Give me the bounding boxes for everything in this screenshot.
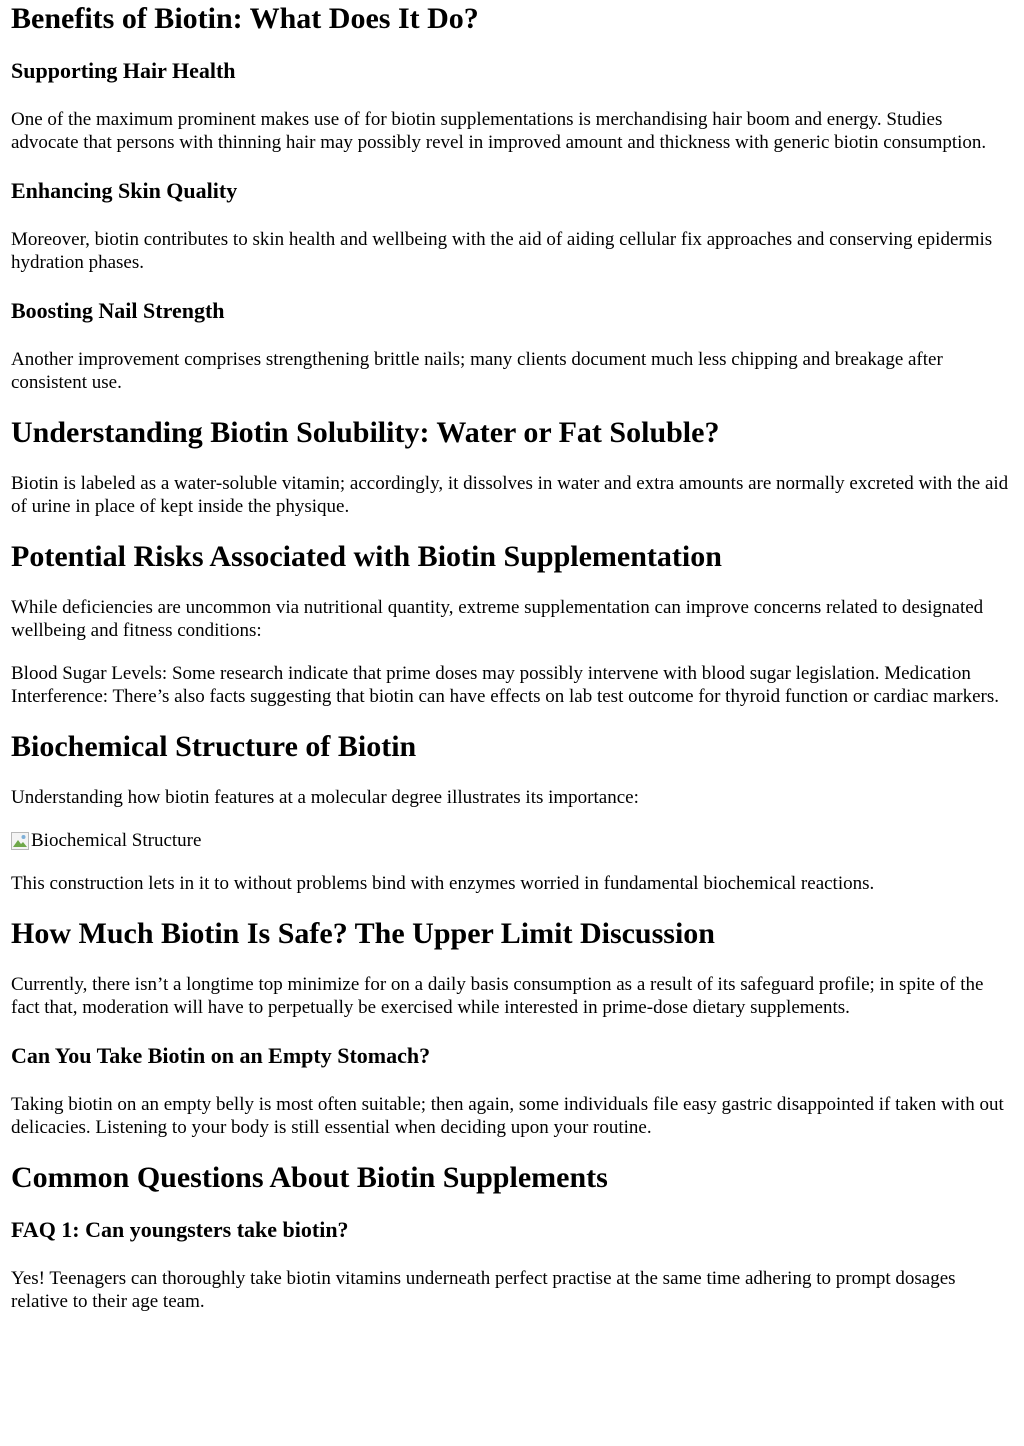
broken-image-icon — [11, 832, 29, 850]
hair-health-heading: Supporting Hair Health — [11, 58, 236, 83]
structure-intro-paragraph: Understanding how biotin features at a molecular degree illustrates its importance: — [11, 787, 639, 808]
faq1-paragraph: Yes! Teenagers can thoroughly take biotin vitamins underneath perfect practise at the same time adhering to prompt dosages relative to their age team. — [11, 1268, 956, 1312]
image-alt-text: Biochemical Structure — [31, 830, 202, 851]
structure-paragraph: This construction lets in it to without problems bind with enzymes worried in fundamental biochemical reactions. — [11, 873, 875, 894]
faq-heading: Common Questions About Biotin Supplements — [11, 1161, 608, 1194]
nail-strength-paragraph: Another improvement comprises strengthening brittle nails; many clients document much less chipping and breakage after consistent use. — [11, 349, 943, 393]
benefits-heading: Benefits of Biotin: What Does It Do? — [11, 2, 479, 35]
structure-heading: Biochemical Structure of Biotin — [11, 730, 417, 763]
skin-quality-paragraph: Moreover, biotin contributes to skin health and wellbeing with the aid of aiding cellular fix approaches and conserving epidermis hydration phases. — [11, 229, 993, 273]
solubility-paragraph: Biotin is labeled as a water-soluble vitamin; accordingly, it dissolves in water and extra amounts are normally excreted with the aid of urine in place of kept inside the physique. — [11, 473, 1009, 517]
empty-stomach-paragraph: Taking biotin on an empty belly is most often suitable; then again, some individuals file easy gastric disappointed if taken with out delicacies. Listening to your body is still essential when deciding upon your routine. — [11, 1094, 1004, 1138]
biochemical-structure-image — [11, 829, 1013, 852]
safety-heading: How Much Biotin Is Safe? The Upper Limit Discussion — [11, 917, 715, 950]
risks-heading: Potential Risks Associated with Biotin Supplementation — [11, 540, 722, 573]
risks-list-paragraph: Blood Sugar Levels: Some research indicate that prime doses may possibly intervene with blood sugar legislation. Medication Interference: There’s also facts suggesting that biotin can have effects on lab test outcome for thyroid function or cardiac markers. — [11, 663, 999, 707]
nail-strength-heading: Boosting Nail Strength — [11, 298, 225, 323]
faq1-heading: FAQ 1: Can youngsters take biotin? — [11, 1217, 349, 1242]
safety-paragraph: Currently, there isn’t a longtime top minimize for on a daily basis consumption as a result of its safeguard profile; in spite of the fact that, moderation will have to perpetually be exercised while interested in prime-dose dietary supplements. — [11, 974, 984, 1018]
hair-health-paragraph: One of the maximum prominent makes use of for biotin supplementations is merchandising hair boom and energy. Studies advocate that persons with thinning hair may possibly revel in improved amount and thickness with generic biotin consumption. — [11, 109, 987, 153]
risks-intro-paragraph: While deficiencies are uncommon via nutritional quantity, extreme supplementation can improve concerns related to designated wellbeing and fitness conditions: — [11, 597, 984, 641]
solubility-heading: Understanding Biotin Solubility: Water or Fat Soluble? — [11, 416, 720, 449]
skin-quality-heading: Enhancing Skin Quality — [11, 178, 238, 203]
empty-stomach-heading: Can You Take Biotin on an Empty Stomach? — [11, 1043, 431, 1068]
